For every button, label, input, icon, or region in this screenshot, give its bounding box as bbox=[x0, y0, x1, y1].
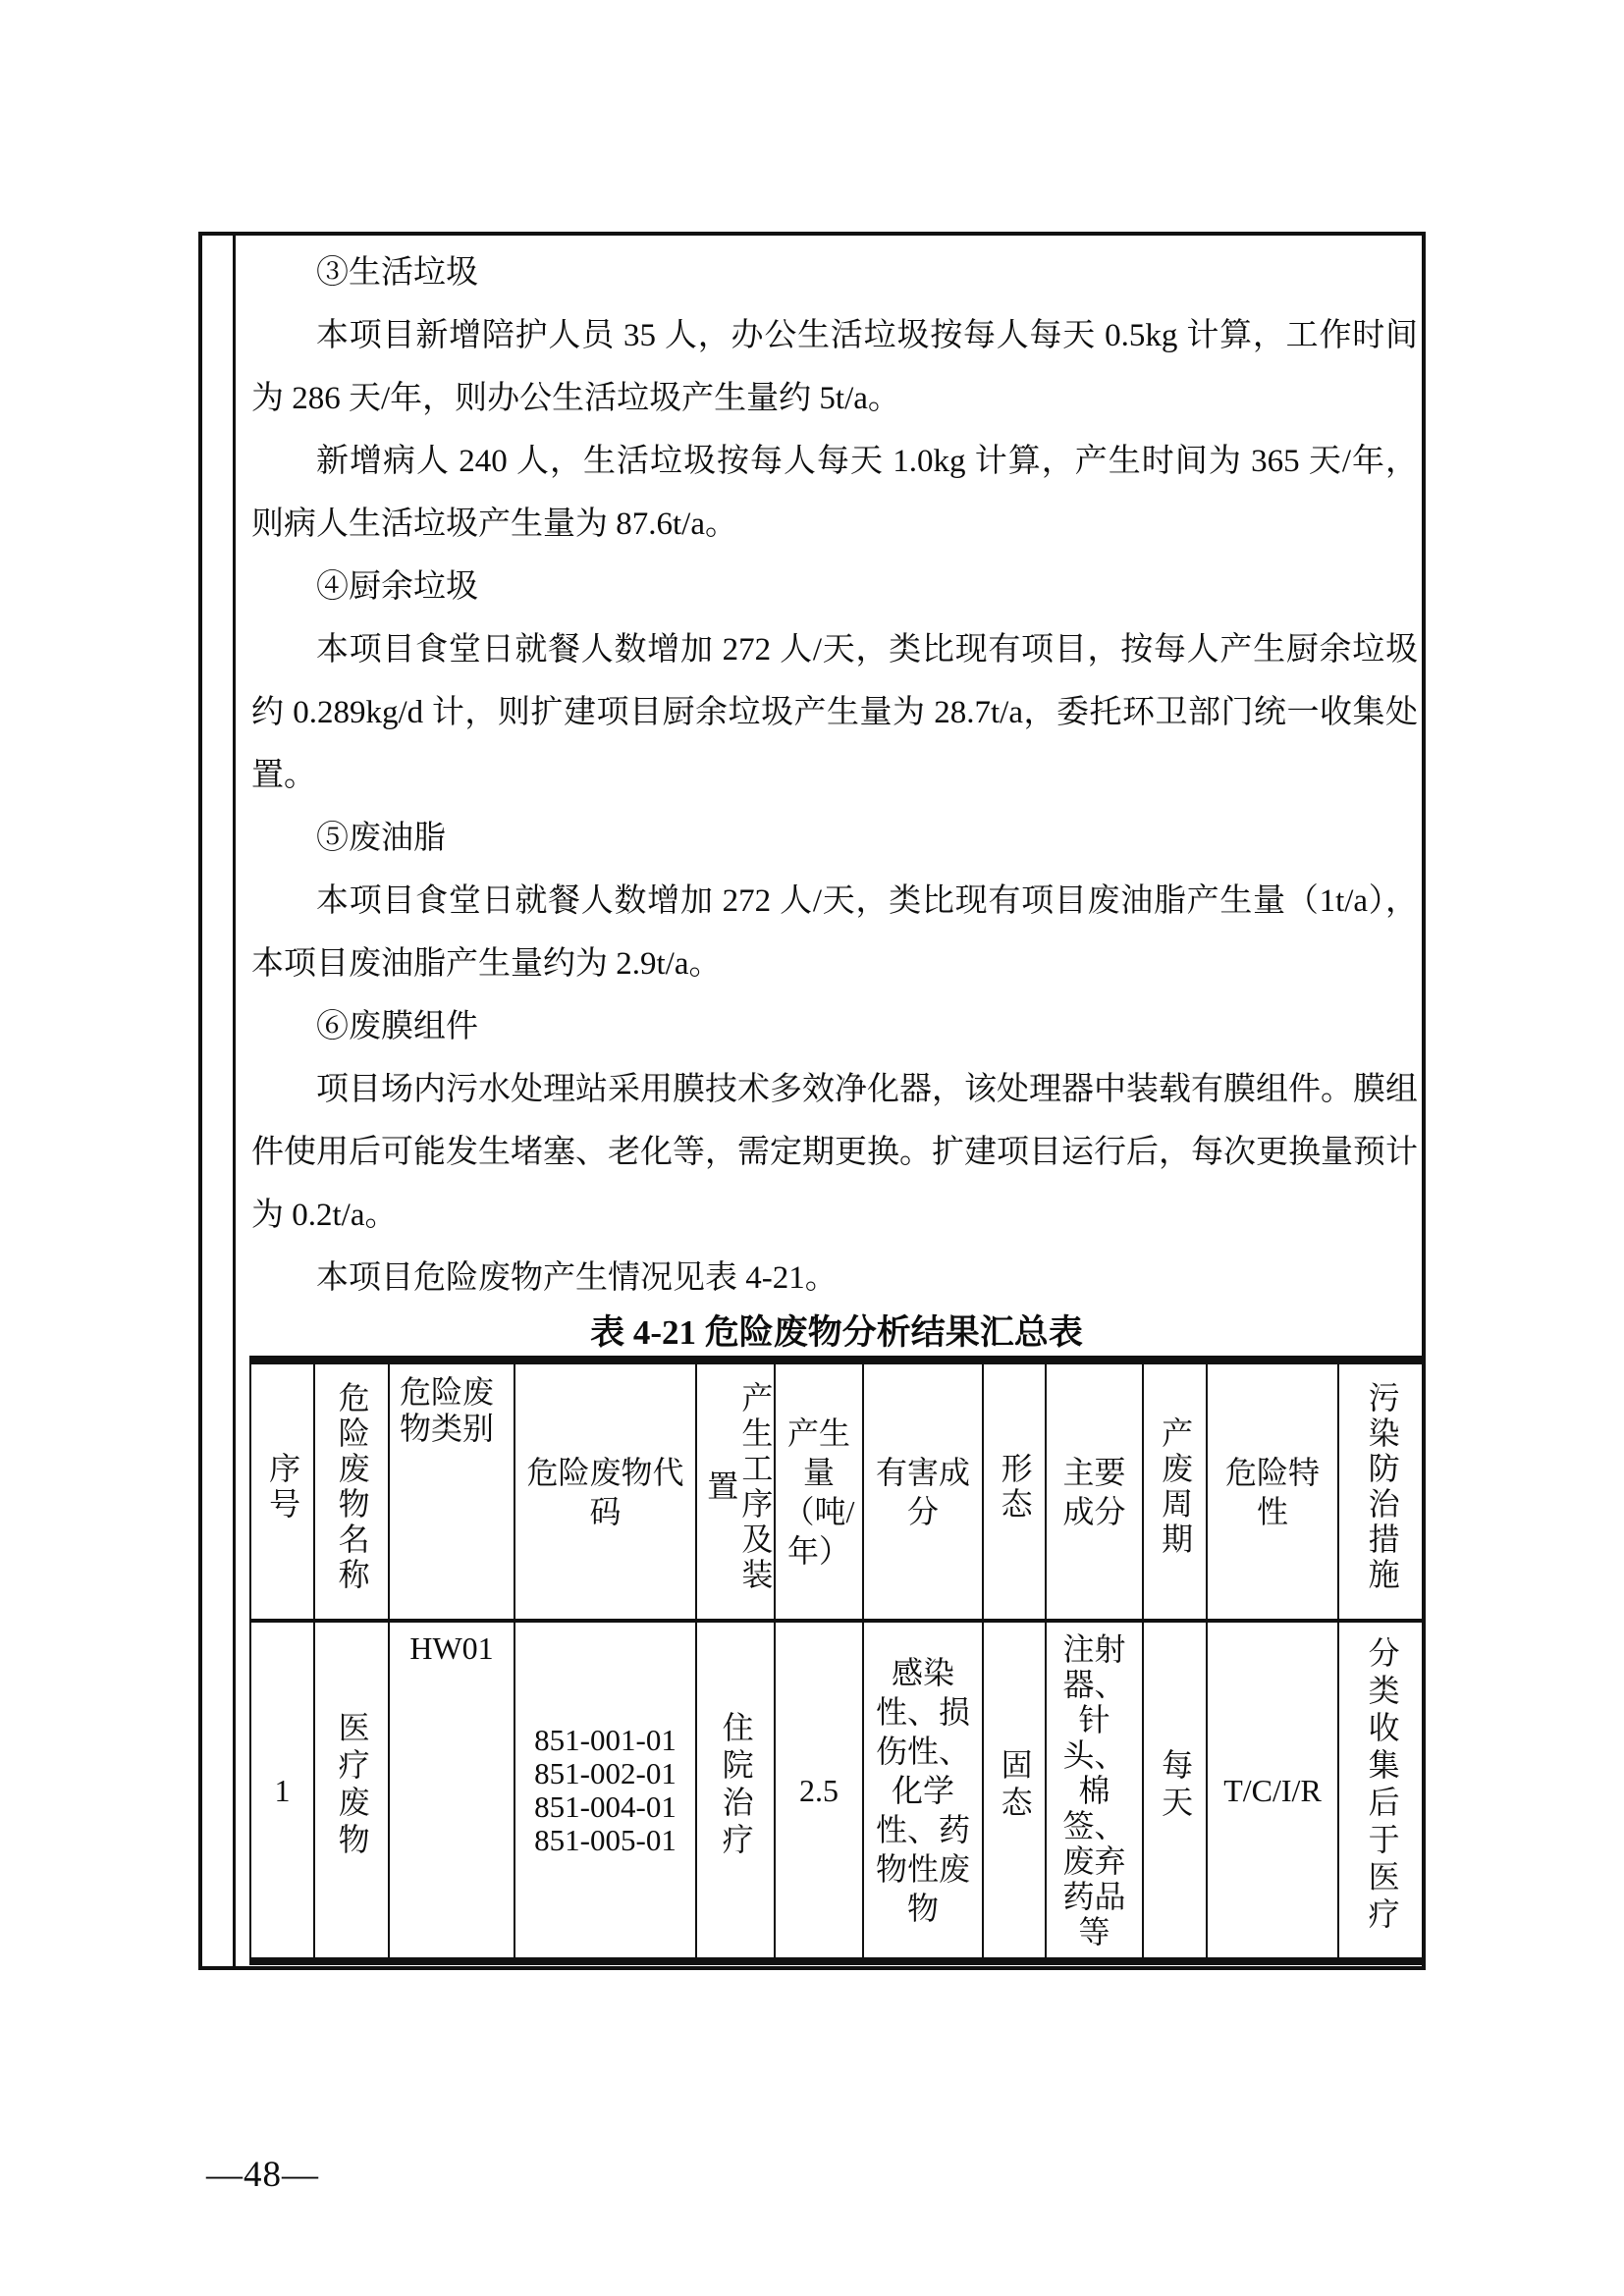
cell-hazard: T/C/I/R bbox=[1207, 1621, 1338, 1961]
col-header-process-label: 产生工序及装置 bbox=[703, 1381, 774, 1593]
col-header-cycle bbox=[1143, 1361, 1207, 1622]
cell-seq: 1 bbox=[250, 1621, 314, 1961]
cell-form bbox=[983, 1621, 1046, 1961]
cell-cycle bbox=[1143, 1621, 1207, 1961]
cell-process bbox=[696, 1621, 775, 1961]
table-row bbox=[250, 1621, 1425, 1961]
col-header-waste-category bbox=[389, 1361, 514, 1622]
cell-cycle-text: 每天 bbox=[1158, 1748, 1194, 1823]
col-header-harmful bbox=[863, 1361, 983, 1622]
cell-waste-name-text: 医疗废物 bbox=[334, 1711, 370, 1860]
cell-waste-name bbox=[314, 1621, 389, 1961]
col-header-waste-category-label: 危险废物类别 bbox=[400, 1374, 495, 1446]
hazardous-waste-table bbox=[249, 1356, 1426, 1965]
page-number: —48— bbox=[206, 2155, 319, 2195]
col-header-harmful-label: 有害成分 bbox=[875, 1454, 970, 1529]
body-paragraph: 项目场内污水处理站采用膜技术多效净化器，该处理器中装载有膜组件。膜组件使用后可能发生堵塞、老化等，需定期更换。扩建项目运行后，每次更换量预计为 0.2t/a。 bbox=[251, 1072, 1418, 1233]
col-header-waste-code bbox=[514, 1361, 696, 1622]
cell-main-components: 注射器、针头、棉签、废弃药品等 bbox=[1046, 1621, 1143, 1961]
col-header-hazard-label: 危险特性 bbox=[1224, 1454, 1320, 1529]
body-paragraph: ④厨余垃圾 bbox=[316, 569, 478, 605]
col-header-control-label: 污染防治措施 bbox=[1364, 1381, 1400, 1593]
cell-control-text: 分类收集后于医疗 bbox=[1364, 1636, 1400, 1935]
cell-process-text: 住院治疗 bbox=[718, 1711, 754, 1860]
col-header-waste-code-label: 危险废物代码 bbox=[526, 1454, 684, 1529]
col-header-seq-label: 序号 bbox=[265, 1452, 301, 1522]
waste-code: 851-005-01 bbox=[534, 1822, 677, 1857]
cell-amount: 2.5 bbox=[775, 1621, 863, 1961]
frame-gutter-line bbox=[233, 232, 236, 1970]
col-header-hazard bbox=[1207, 1361, 1338, 1622]
col-header-amount-label: 产生量（吨/年） bbox=[783, 1415, 855, 1569]
body-paragraph: 本项目食堂日就餐人数增加 272 人/天，类比现有项目废油脂产生量（1t/a），本项目废油脂产生量约为 2.9t/a。 bbox=[251, 883, 1418, 982]
body-paragraph: ⑥废膜组件 bbox=[316, 1009, 478, 1044]
col-header-amount bbox=[775, 1361, 863, 1622]
cell-waste-category: HW01 bbox=[389, 1621, 514, 1961]
col-header-main-components bbox=[1046, 1361, 1143, 1622]
waste-code: 851-001-01 bbox=[534, 1722, 677, 1757]
col-header-seq bbox=[250, 1361, 314, 1622]
cell-form-text: 固态 bbox=[997, 1748, 1033, 1823]
col-header-cycle-label: 产废周期 bbox=[1158, 1416, 1194, 1558]
col-header-process bbox=[696, 1361, 775, 1622]
col-header-control bbox=[1338, 1361, 1425, 1622]
table-title: 表 4-21 危险废物分析结果汇总表 bbox=[590, 1313, 1083, 1352]
cell-harmful: 感染性、损伤性、化学性、药物性废物 bbox=[863, 1621, 983, 1961]
col-header-form-label: 形态 bbox=[997, 1452, 1033, 1522]
col-header-waste-name bbox=[314, 1361, 389, 1622]
col-header-main-components-label: 主要成分 bbox=[1062, 1454, 1126, 1529]
body-paragraph: 新增病人 240 人，生活垃圾按每人每天 1.0kg 计算，产生时间为 365 天/年，则病人生活垃圾产生量为 87.6t/a。 bbox=[251, 444, 1418, 542]
body-paragraph: 本项目新增陪护人员 35 人，办公生活垃圾按每人每天 0.5kg 计算，工作时间为 286 天/年，则办公生活垃圾产生量约 5t/a。 bbox=[251, 318, 1418, 416]
cell-waste-codes bbox=[514, 1621, 696, 1961]
col-header-form bbox=[983, 1361, 1046, 1622]
waste-code: 851-004-01 bbox=[534, 1789, 677, 1824]
col-header-waste-name-label: 危险废物名称 bbox=[334, 1381, 370, 1593]
body-paragraph: 本项目危险废物产生情况见表 4-21。 bbox=[316, 1260, 838, 1296]
cell-control bbox=[1338, 1621, 1425, 1961]
header-row bbox=[250, 1361, 1425, 1622]
body-paragraph: 本项目食堂日就餐人数增加 272 人/天，类比现有项目，按每人产生厨余垃圾约 0.289kg/d 计，则扩建项目厨余垃圾产生量为 28.7t/a，委托环卫部门统一收集处置。 bbox=[251, 632, 1418, 793]
body-paragraph: ⑤废油脂 bbox=[316, 821, 446, 856]
body-paragraph: ③生活垃圾 bbox=[316, 255, 478, 291]
waste-code: 851-002-01 bbox=[534, 1755, 677, 1790]
body-text bbox=[251, 241, 1418, 1309]
